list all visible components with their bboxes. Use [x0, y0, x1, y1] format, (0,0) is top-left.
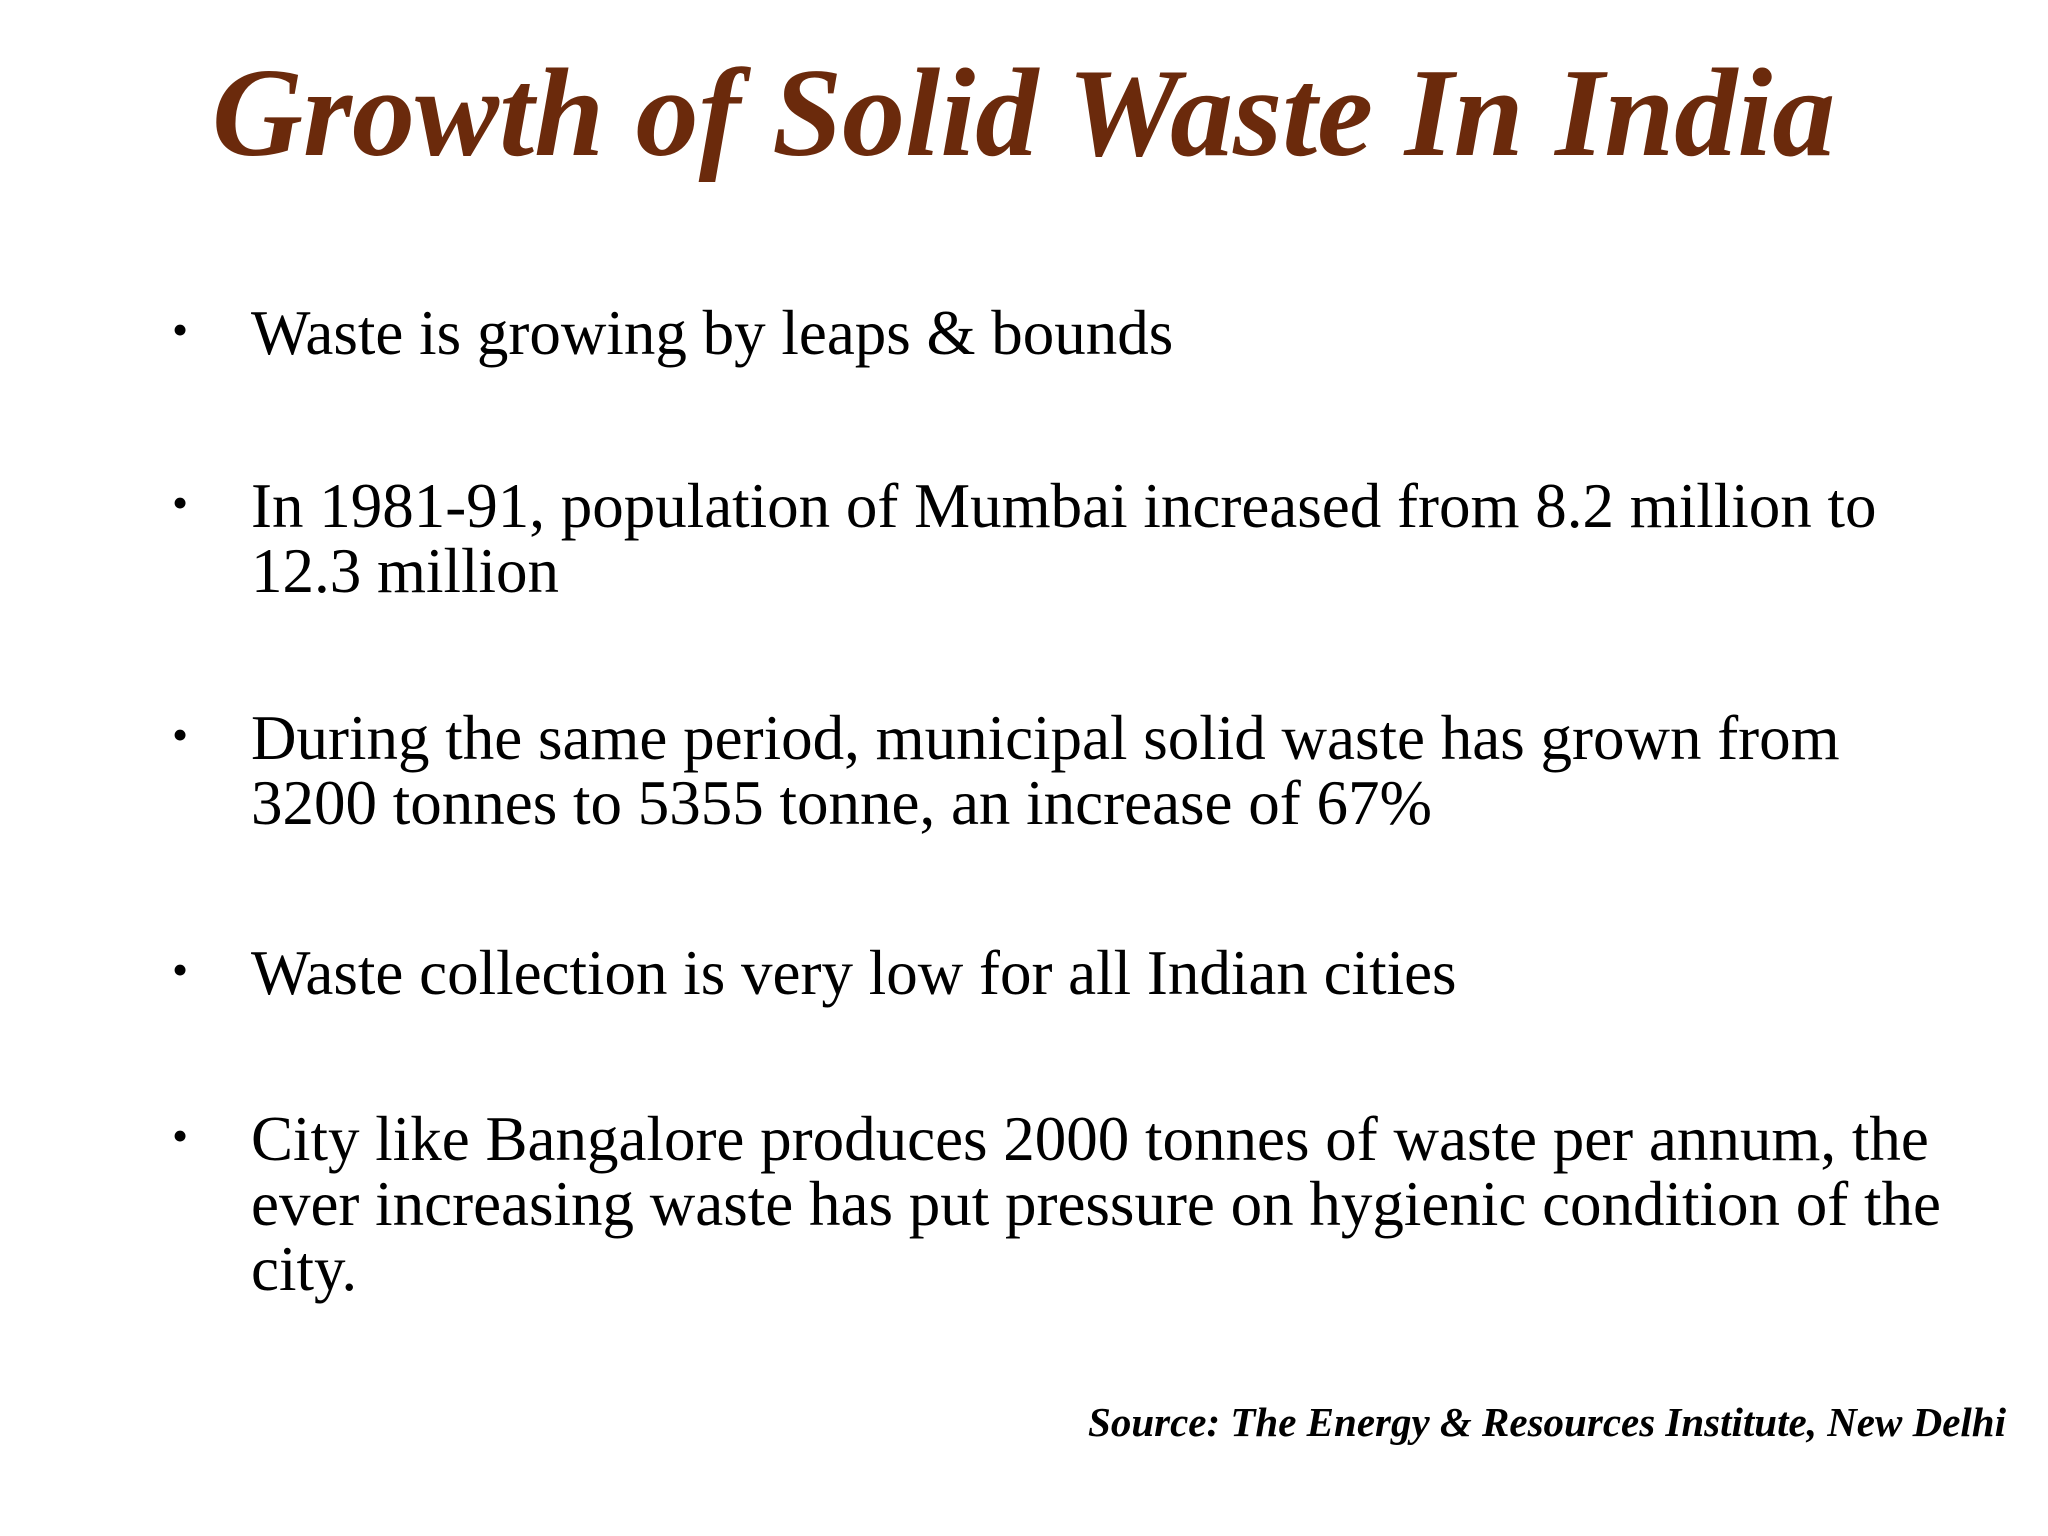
bullet-marker: • [172, 944, 189, 995]
bullet-item [172, 298, 1972, 368]
bullet-text: In 1981-91, population of Mumbai increased from 8.2 million to 12.3 million [251, 471, 1877, 606]
bullet-item [172, 471, 1972, 606]
bullet-marker: • [172, 709, 189, 760]
bullet-marker: • [172, 477, 189, 528]
bullet-item [172, 703, 1972, 838]
bullet-text: City like Bangalore produces 2000 tonnes of waste per annum, the ever increasing waste has put pressure on hygienic condition of the city. [251, 1104, 1941, 1304]
bullet-text: Waste collection is very low for all Indian cities [251, 938, 1457, 1008]
bullet-marker: • [172, 1110, 189, 1161]
bullet-item [172, 938, 1972, 1008]
bullet-text: During the same period, municipal solid waste has grown from 3200 tonnes to 5355 tonne, an increase of 67% [251, 703, 1840, 838]
bullet-item [172, 1104, 1972, 1304]
bullet-text: Waste is growing by leaps & bounds [251, 298, 1174, 368]
slide-title: Growth of Solid Waste In India [212, 44, 1836, 183]
source-citation: Source: The Energy & Resources Institute, New Delhi [1088, 1399, 2006, 1445]
bullet-marker: • [172, 304, 189, 355]
